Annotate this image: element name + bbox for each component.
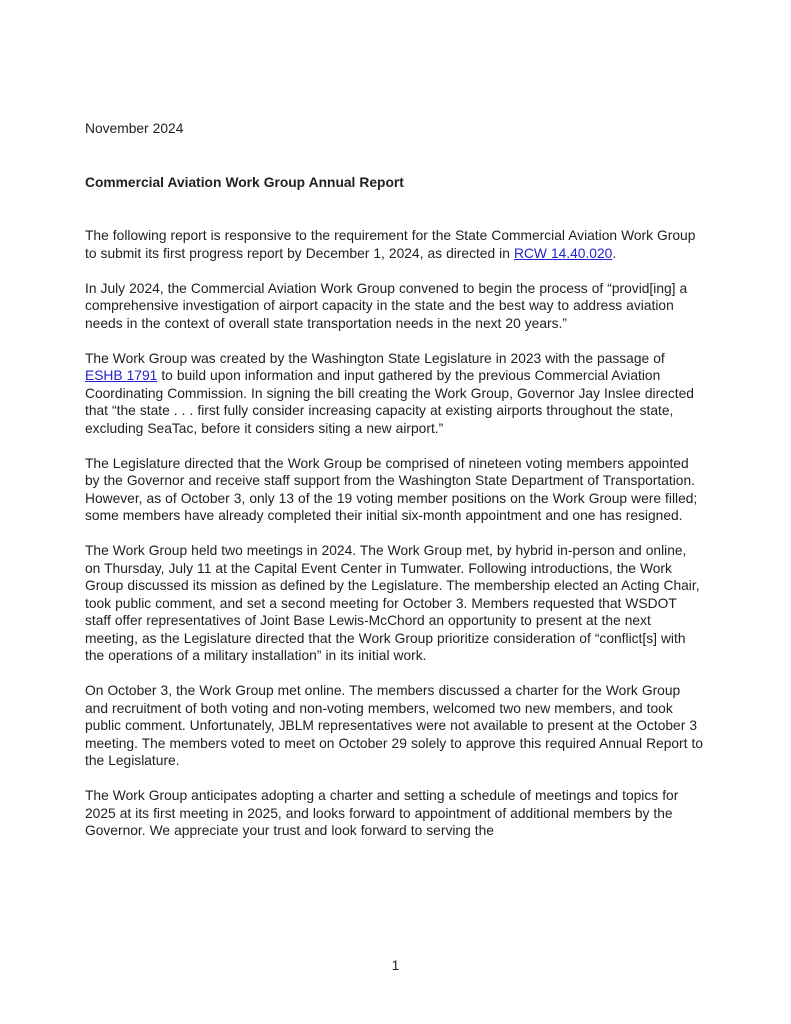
paragraph-report-requirement [85, 227, 705, 262]
paragraph-work-group-creation [85, 350, 705, 438]
paragraph-membership: The Legislature directed that the Work Group be comprised of nineteen voting members appointed by the Governor and receive staff support from the Washington State Department of Transportation. However, as of October 3, only 13 of the 19 voting member positions on the Work Group were filled; some members have already completed their initial six-month appointment and one has resigned. [85, 455, 698, 523]
eshb-bill-link[interactable]: ESHB 1791 [85, 368, 158, 383]
paragraph-anticipated-work: The Work Group anticipates adopting a charter and setting a schedule of meetings and topics for 2025 at its first meeting in 2025, and looks forward to appointment of additional members by the Governor. We appreciate your trust and look forward to serving the [85, 788, 679, 838]
paragraph-text: The Work Group was created by the Washington State Legislature in 2023 with the passage of [85, 350, 665, 366]
paragraph-meetings-2024: The Work Group held two meetings in 2024. The Work Group met, by hybrid in-person and online, on Thursday, July 11 at the Capital Event Center in Tumwater. Following introductions, the Work Group discussed its mission as defined by the Legislature. The membership elected an Acting Chair, took public comment, and set a second meeting for October 3. Members requested that WSDOT staff offer representatives of Joint Base Lewis-McChord an opportunity to present at the next meeting, as the Legislature directed that the Work Group prioritize consideration of “conflict[s] with the operations of a military installation” in its initial work. [85, 543, 700, 663]
paragraph-text: The following report is responsive to the requirement for the State Commercial Aviation Work Group to submit its first progress report by December 1, 2024, as directed in [85, 228, 696, 261]
rcw-statute-link[interactable]: RCW 14.40.020 [513, 245, 613, 261]
paragraph-july-convening: In July 2024, the Commercial Aviation Work Group convened to begin the process of “provid[ing] a comprehensive investigation of airport capacity in the state and the best way to address aviation needs in the context of overall state transportation needs in the next 20 years.” [85, 280, 688, 331]
page-number: 1 [391, 958, 400, 973]
document-date: November 2024 [85, 121, 184, 136]
paragraph-october-meeting: On October 3, the Work Group met online. The members discussed a charter for the Work Group and recruitment of both voting and non-voting members, welcomed two new members, and took public comment. Unfortunately, JBLM representatives were not available to present at the October 3 meeting. The members voted to meet on October 29 solely to approve this required Annual Report to the Legislature. [85, 683, 704, 768]
paragraph-text: . [612, 245, 617, 261]
paragraph-text: to build upon information and input gathered by the previous Commercial Aviation Coordinating Commission. In signing the bill creating the Work Group, Governor Jay Inslee directed that “the state . . . first fully consider increasing capacity at existing airports throughout the state, excluding SeaTac, before it considers siting a new airport.” [85, 368, 694, 436]
document-title: Commercial Aviation Work Group Annual Report [85, 174, 404, 190]
